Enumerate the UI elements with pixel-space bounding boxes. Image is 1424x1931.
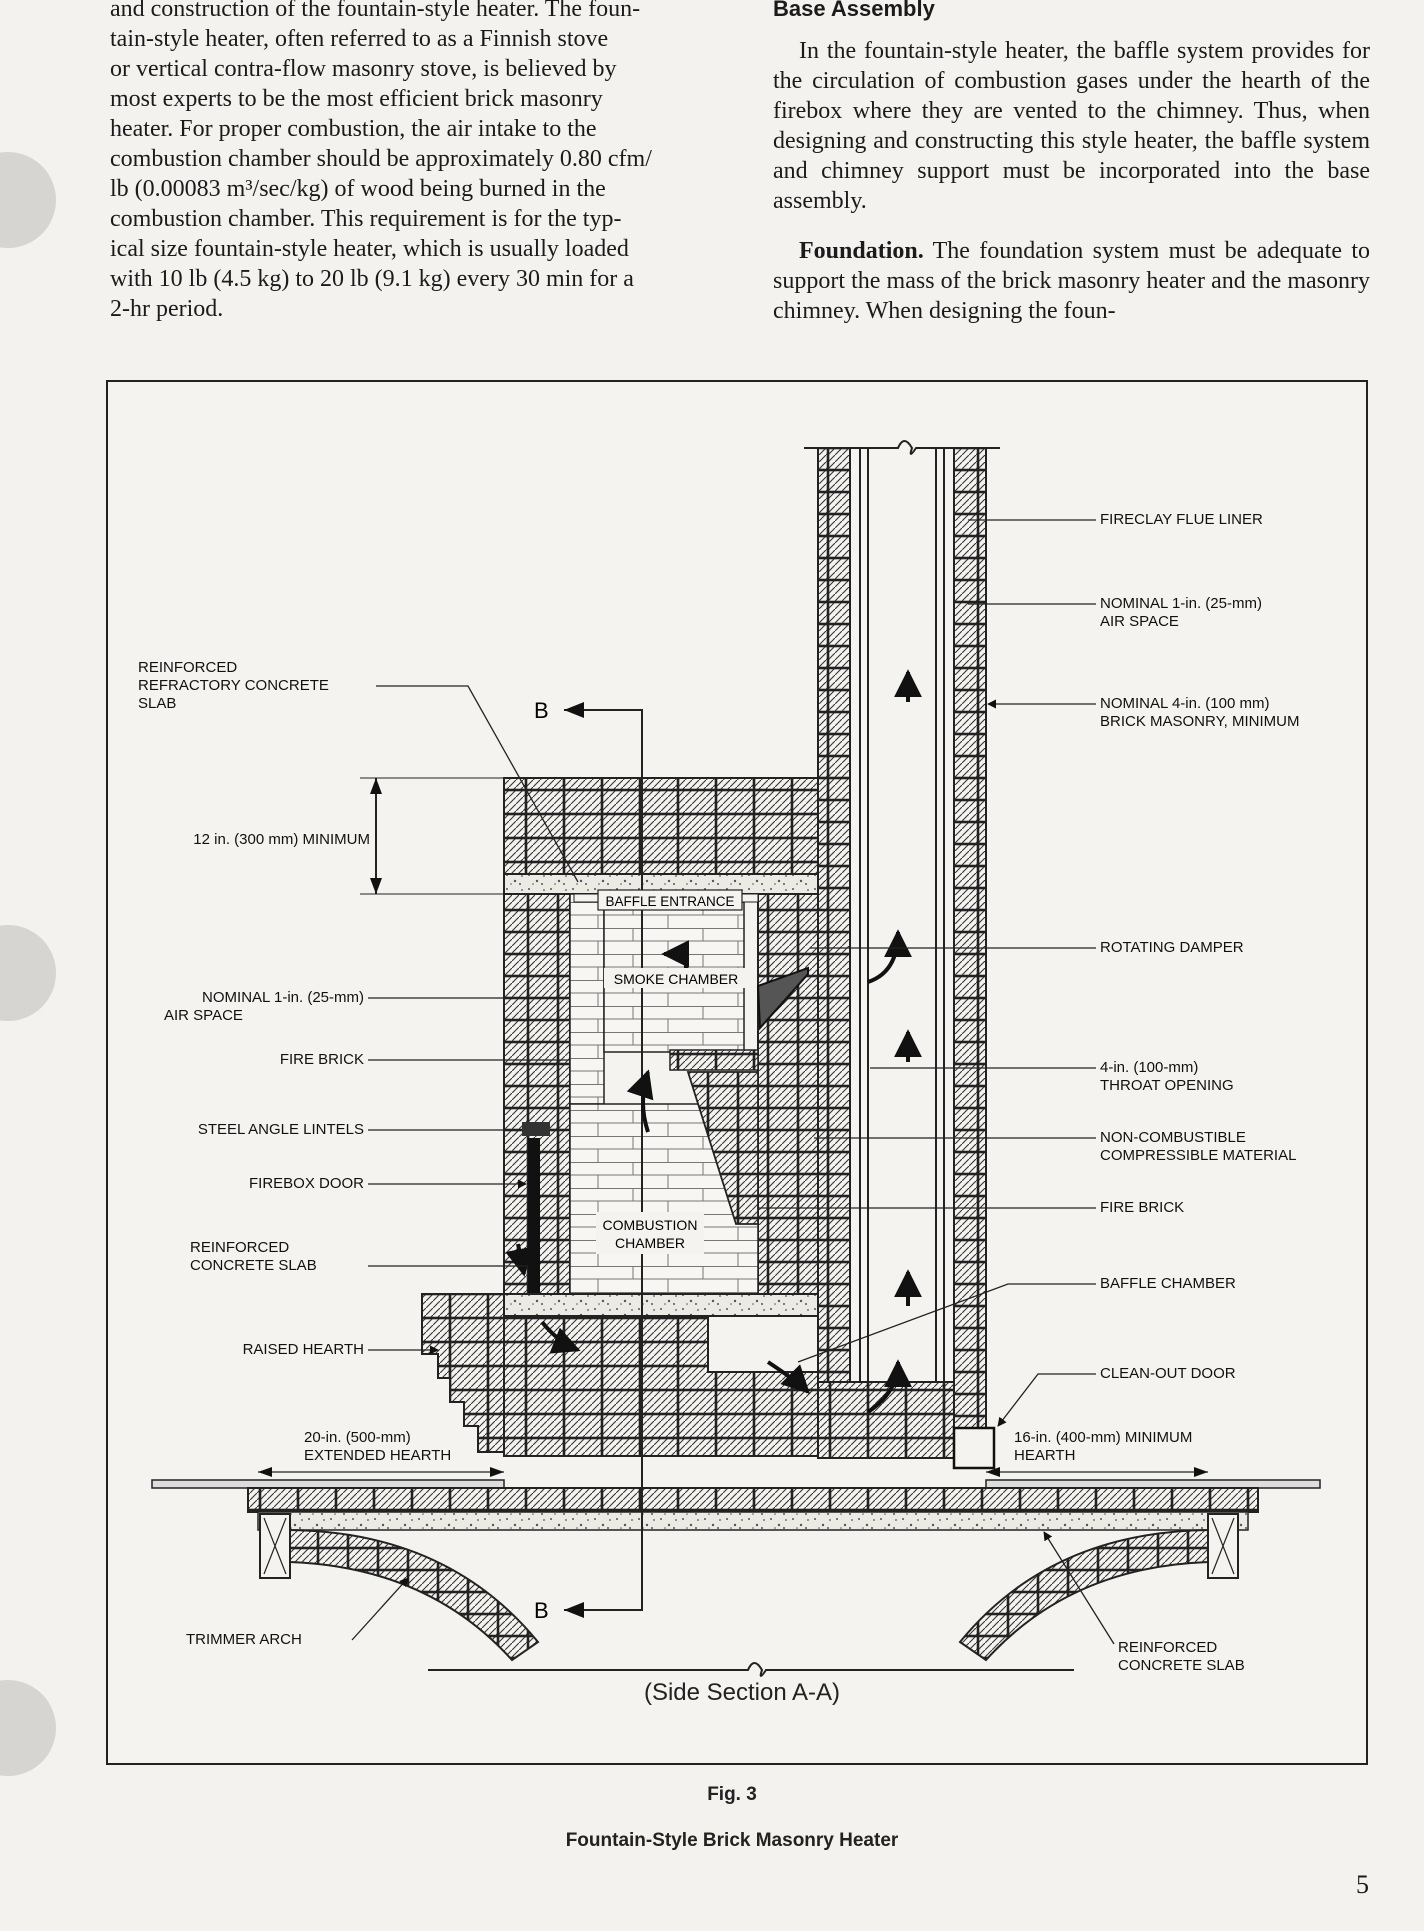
- label-brick-masonry-1: NOMINAL 4-in. (100 mm): [1100, 695, 1270, 712]
- firebox-door: [528, 1138, 540, 1302]
- label-16in-hearth-2: HEARTH: [1014, 1447, 1076, 1464]
- steel-angle-lintel: [522, 1122, 550, 1136]
- reinforced-concrete-slab-hearth: [504, 1294, 818, 1316]
- label-noncombustible-2: COMPRESSIBLE MATERIAL: [1100, 1147, 1297, 1164]
- label-noncombustible-1: NON-COMBUSTIBLE: [1100, 1129, 1246, 1146]
- heater-section-diagram: [108, 382, 1366, 1763]
- left-line: combustion chamber. This requirement is for the typ-: [110, 206, 622, 232]
- label-trimmer-arch: TRIMMER ARCH: [186, 1631, 302, 1648]
- label-refractory-slab-1: REINFORCED: [138, 659, 238, 676]
- label-fire-brick-right: FIRE BRICK: [1100, 1199, 1185, 1216]
- heater-right-wall: [758, 894, 818, 1294]
- fire-brick-left-lining: [570, 894, 604, 1104]
- trimmer-arch-left: [290, 1530, 538, 1660]
- label-reinforced-slab-1: REINFORCED: [190, 1239, 290, 1256]
- label-reinforced-slab-right-1: REINFORCED: [1118, 1639, 1218, 1656]
- right-text-column: [773, 0, 1370, 326]
- left-line: 2-hr period.: [110, 296, 224, 322]
- label-refractory-slab-2: REFRACTORY CONCRETE: [138, 677, 329, 694]
- floor-line-right: [986, 1480, 1320, 1488]
- label-baffle-chamber: BAFFLE CHAMBER: [1100, 1275, 1236, 1292]
- label-air-space-1: NOMINAL 1-in. (25-mm): [202, 989, 364, 1006]
- foundation-text: The foundation system must be adequate to support the mass of the brick masonry heater and the masonry chimney. When designing the foun-: [773, 238, 1370, 324]
- label-firebox-door: FIREBOX DOOR: [248, 1175, 364, 1192]
- label-refractory-slab-3: SLAB: [138, 695, 177, 712]
- left-line: ical size fountain-style heater, which is usually loaded: [110, 236, 629, 262]
- label-raised-hearth: RAISED HEARTH: [242, 1341, 364, 1358]
- binder-hole-middle: [0, 925, 56, 1021]
- label-reinforced-slab-right-2: CONCRETE SLAB: [1118, 1657, 1245, 1674]
- raised-hearth: [422, 1294, 504, 1452]
- label-fire-brick-left: FIRE BRICK: [279, 1051, 364, 1068]
- label-clean-out-door: CLEAN-OUT DOOR: [1100, 1365, 1236, 1382]
- section-marker-b-top: B: [534, 698, 549, 723]
- label-12in-minimum: 12 in. (300 mm) MINIMUM: [193, 831, 370, 848]
- left-line: combustion chamber should be approximately 0.80 cfm/: [110, 146, 652, 172]
- baffle-chamber: [708, 1316, 818, 1372]
- section-marker-b-bottom: B: [534, 1598, 549, 1623]
- figure-frame: [106, 380, 1368, 1765]
- page-number: 5: [1356, 1870, 1369, 1899]
- label-throat-opening-1: 4-in. (100-mm): [1100, 1059, 1199, 1076]
- foundation-lead: Foundation.: [799, 238, 924, 264]
- subfloor-concrete: [258, 1512, 1248, 1530]
- figure-number: Fig. 3: [707, 1784, 757, 1805]
- label-steel-lintels: STEEL ANGLE LINTELS: [197, 1121, 364, 1138]
- smoke-chamber-label: SMOKE CHAMBER: [613, 971, 739, 987]
- foundation-paragraph: [773, 236, 1370, 326]
- floor-line-left: [152, 1480, 504, 1488]
- section-heading: Base Assembly: [773, 0, 935, 21]
- label-rotating-damper: ROTATING DAMPER: [1100, 939, 1244, 956]
- left-line: most experts to be the most efficient brick masonry: [110, 86, 603, 112]
- combustion-chamber-label-2: CHAMBER: [614, 1235, 686, 1251]
- binder-hole-top: [0, 152, 56, 248]
- upper-brick-mass: [504, 778, 818, 874]
- figure-title: Fountain-Style Brick Masonry Heater: [565, 1830, 899, 1851]
- bottom-break-line: [428, 1663, 1074, 1676]
- label-extended-hearth-1: 20-in. (500-mm): [304, 1429, 411, 1446]
- label-air-space-2: AIR SPACE: [164, 1007, 243, 1024]
- extended-hearth-brick: [248, 1488, 1258, 1512]
- label-extended-hearth-2: EXTENDED HEARTH: [304, 1447, 452, 1464]
- section-caption: (Side Section A-A): [643, 1679, 841, 1706]
- label-throat-opening-2: THROAT OPENING: [1100, 1077, 1234, 1094]
- left-line: or vertical contra-flow masonry stove, is believed by: [110, 56, 617, 82]
- left-line: and construction of the fountain-style heater. The foun-: [110, 0, 641, 22]
- label-reinforced-slab-2: CONCRETE SLAB: [190, 1257, 317, 1274]
- throat-shelf: [670, 1050, 758, 1070]
- base-assembly-paragraph: In the fountain-style heater, the baffle system provides for the circulation of combustion gases under the hearth of the firebox where they are vented to the chimney. Thus, when designing and constructing this style heater, the baffle system and chimney support must be incorporated into the base assembly.: [773, 38, 1370, 214]
- label-16in-hearth-1: 16-in. (400-mm) MINIMUM: [1014, 1429, 1193, 1446]
- label-brick-masonry-2: BRICK MASONRY, MINIMUM: [1100, 713, 1300, 730]
- left-line: heater. For proper combustion, the air intake to the: [110, 116, 597, 142]
- label-air-space-right-2: AIR SPACE: [1100, 613, 1179, 630]
- label-flue-liner: FIRECLAY FLUE LINER: [1100, 511, 1263, 528]
- binder-hole-bottom: [0, 1680, 56, 1776]
- left-line: with 10 lb (4.5 kg) to 20 lb (9.1 kg) every 30 min for a: [110, 266, 634, 292]
- left-text-column: [110, 0, 710, 324]
- clean-out-door: [954, 1428, 994, 1468]
- left-line: lb (0.00083 m³/sec/kg) of wood being burned in the: [110, 176, 606, 202]
- chimney-left-wall: [818, 448, 850, 1458]
- combustion-chamber-label-1: COMBUSTION: [602, 1217, 698, 1233]
- left-line: tain-style heater, often referred to as a Finnish stove: [110, 26, 609, 52]
- chimney-right-wall: [954, 448, 986, 1458]
- baffle-entrance-label: BAFFLE ENTRANCE: [605, 894, 735, 909]
- label-air-space-right-1: NOMINAL 1-in. (25-mm): [1100, 595, 1262, 612]
